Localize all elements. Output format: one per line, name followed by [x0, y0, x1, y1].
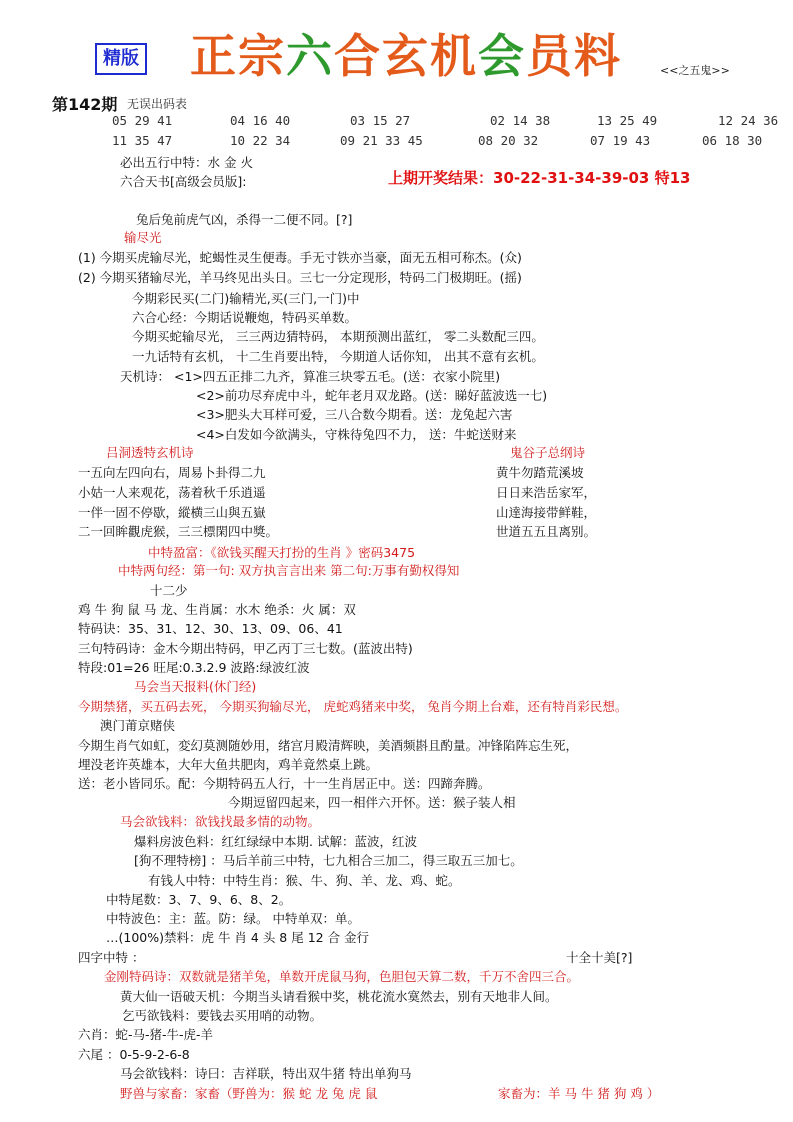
last-draw-result: 上期开奖结果：30-22-31-34-39-03 特13 [388, 169, 691, 187]
text-line: 世道五五且离别。 [496, 524, 597, 539]
text-line: 送：老小皆同乐。配：今期特码五人行，十一生肖居正中。送：四蹄奔腾。 [78, 776, 491, 791]
text-line: 必出五行中特：水 金 火 [120, 155, 253, 170]
title-char: 合 [334, 29, 382, 83]
text-line: 十全十美[?] [566, 950, 633, 965]
number-cell: 04 16 40 [230, 113, 291, 128]
text-line: 天机诗： <1>四五正排二九齐，算准三块零五毛。(送：衣家小院里) [120, 369, 501, 384]
text-line: 乞丐欲钱料：要钱去买用哨的动物。 [122, 1008, 323, 1023]
text-line: 六合天书[高级会员版]: [120, 174, 247, 189]
text-line: 山達海接带鲜鞋， [496, 505, 597, 520]
text-line: 爆料房波色料：红红绿绿中本期. 试解：蓝波，红波 [134, 834, 417, 849]
text-line: 一伴一固不停歇，縱横三山與五嶽 [78, 505, 266, 520]
section-heading: 鬼谷子总纲诗 [510, 445, 586, 460]
number-cell: 09 21 33 45 [340, 133, 423, 148]
text-line: 鸡 牛 狗 鼠 马 龙、生肖属：水木 绝杀：火 属：双 [78, 602, 356, 617]
text-line: <4>白发如今欲满头，守株待兔四不力， 送：牛蛇送财来 [196, 427, 517, 442]
section-heading: 澳门莆京赌侠 [100, 718, 176, 733]
title-char: 六 [286, 29, 334, 83]
text-line: 六尾 ：0-5-9-2-6-8 [78, 1047, 190, 1062]
number-cell: 03 15 27 [350, 113, 411, 128]
number-cell: 10 22 34 [230, 133, 291, 148]
text-line: 黄大仙一语破天机：今期当头请看猴中奖，桃花流水寞然去，别有天地非人间。 [120, 989, 558, 1004]
text-line: 野兽与家畜：家畜（野兽为：猴 蛇 龙 兔 虎 鼠 [120, 1086, 378, 1101]
text-line: 金刚特码诗：双数就是猪羊兔，单数开虎鼠马狗，色胆包天算二数，千万不舍四三合。 [104, 969, 580, 984]
title-char: 员 [526, 29, 574, 83]
section-heading: 吕洞透特玄机诗 [106, 445, 194, 460]
text-line: (1) 今期买虎输尽光，蛇蝎性灵生便毒。手无寸铁亦当豪，面无五相可称杰。(众) [78, 250, 522, 265]
text-line: 有钱人中特：中特生肖：猴、牛、狗、羊、龙、鸡、蛇。 [148, 873, 461, 888]
subtitle: <<之五鬼>> [660, 64, 730, 77]
text-line: 今期逗留四起来，四一相伴六开怀。送：猴子装人相 [228, 795, 516, 810]
text-line: (2) 今期买猪输尽光，羊马终见出头日。三七一分定现形，特码二门极期旺。(摇) [78, 270, 522, 285]
issue-subtitle: 无误出码表 [127, 97, 188, 111]
title-char: 会 [478, 29, 526, 83]
text-line: 兔后兔前虎气凶，杀得一二便不同。[?] [136, 212, 353, 227]
text-line: 特码诀：35、31、12、30、13、09、06、41 [78, 621, 343, 636]
text-line: 小姑一人来观花，荡着秋千乐逍遥 [78, 485, 266, 500]
title-char: 宗 [238, 29, 286, 83]
text-line: …(100%)禁料：虎 牛 肖 4 头 8 尾 12 合 金行 [106, 930, 370, 945]
text-line: 今期禁猪，买五码去死， 今期买狗输尽光， 虎蛇鸡猪来中奖， 兔肖今期上台难，还有特肖彩民想。 [78, 699, 628, 714]
number-cell: 08 20 32 [478, 133, 539, 148]
issue-number: 第142期 [52, 95, 118, 114]
text-line: <2>前功尽弃虎中斗，蛇年老月双龙路。(送：睇好蓝波选一七) [196, 388, 548, 403]
text-line: 中特两句经：第一句: 双方执言言出来 第二句:万事有勤权得知 [118, 563, 460, 578]
text-line: [狗不理特榜] ：马后羊前三中特，七九相合三加二，得三取五三加七。 [134, 853, 523, 868]
section-heading: 马会当天报料(休门经) [134, 679, 257, 694]
text-line: 二一回眸觀虎猴，三三標閑四中獎。 [78, 524, 279, 539]
text-line: 特段:01=26 旺尾:0.3.2.9 波路:绿波红波 [78, 660, 310, 675]
number-cell: 12 24 36 [718, 113, 779, 128]
text-line: 四字中特 ： [78, 950, 145, 965]
edition-badge: 精版 [95, 43, 147, 75]
number-cell: 07 19 43 [590, 133, 651, 148]
text-line: 三句特码诗：金木今期出特码，甲乙丙丁三七数。(蓝波出特) [78, 641, 413, 656]
text-line: <3>肥头大耳样可爱，三八合数今期看。送：龙兔起六害 [196, 407, 513, 422]
text-line: 六合心经：今期话说鞭炮，特码买单数。 [132, 310, 358, 325]
page-title [190, 20, 622, 86]
section-heading: 输尽光 [124, 230, 162, 245]
text-line: 十二少 [150, 583, 188, 598]
title-char: 料 [574, 29, 622, 83]
number-cell: 13 25 49 [597, 113, 658, 128]
text-line: 一五向左四向右，周易卜卦得二九 [78, 465, 266, 480]
number-cell: 11 35 47 [112, 133, 173, 148]
text-line: 家畜为：羊 马 牛 猪 狗 鸡 ） [498, 1086, 660, 1101]
text-line: 中特波色：主：蓝。防：绿。 中特单双：单。 [106, 911, 360, 926]
text-line: 日日来浩岳家军， [496, 485, 597, 500]
number-cell: 06 18 30 [702, 133, 763, 148]
text-line: 马会欲钱料：诗曰：吉祥联，特出双牛猪 特出单狗马 [120, 1066, 412, 1081]
title-char: 正 [190, 29, 238, 83]
text-line: 一九话特有玄机， 十二生肖要出特， 今期道人话你知， 出其不意有玄机。 [132, 349, 544, 364]
text-line: 中特尾数：3、7、9、6、8、2。 [106, 892, 292, 907]
text-line: 今期彩民买(二门)输精光,买(三门,一门)中 [132, 291, 360, 306]
section-heading: 马会欲钱料：欲钱找最多情的动物。 [120, 814, 321, 829]
text-line: 埋没老许英雄本，大年大鱼共肥肉，鸡羊竟然桌上跳。 [78, 757, 379, 772]
title-char: 机 [430, 29, 478, 83]
number-cell: 05 29 41 [112, 113, 173, 128]
text-line: 中特盈富：《欲钱买醒天打扮的生肖 》密码3475 [148, 545, 416, 560]
text-line: 黄牛勿踏荒溪坡 [496, 465, 584, 480]
text-line: 六肖：蛇-马-猪-牛-虎-羊 [78, 1027, 214, 1042]
text-line: 今期买蛇输尽光， 三三两边猜特码， 本期预测出蓝红， 零二头数配三四。 [132, 329, 544, 344]
number-cell: 02 14 38 [490, 113, 551, 128]
title-char: 玄 [382, 29, 430, 83]
text-line: 今期生肖气如虹，変幻莫测随妙用，绪宫月殿清辉映，美酒频斟且酌量。冲锋陷阵忘生死， [78, 738, 579, 753]
